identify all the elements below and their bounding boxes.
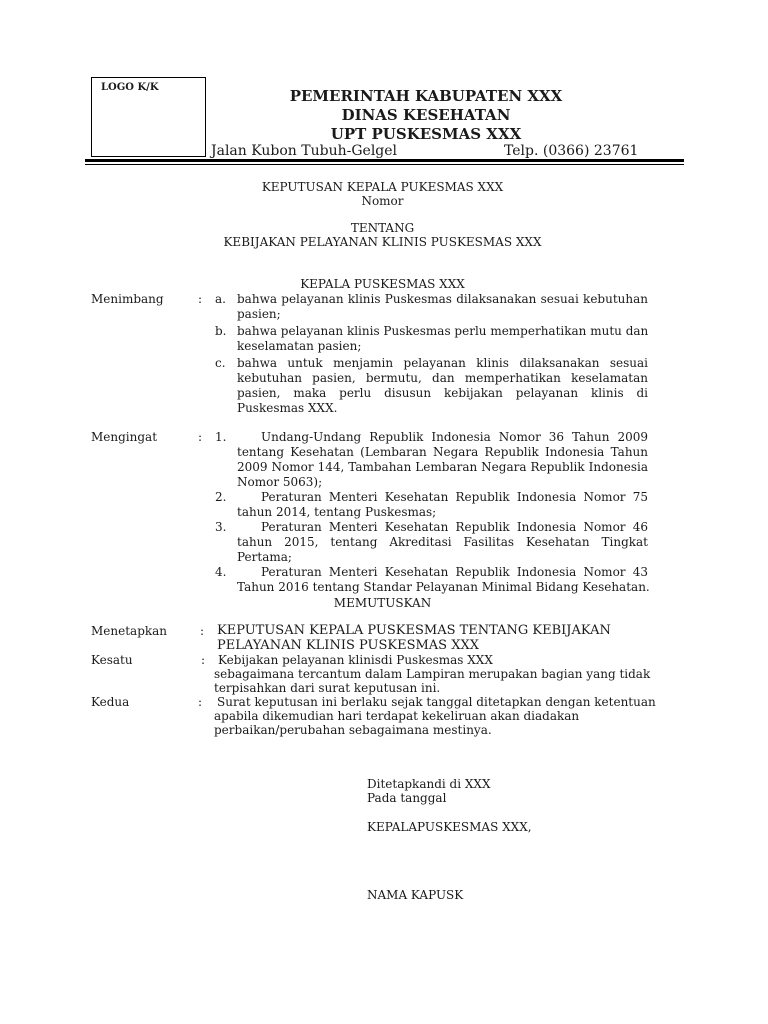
signature-name: NAMA KAPUSK (367, 888, 464, 902)
header-agency: DINAS KESEHATAN (341, 106, 511, 124)
mengingat-item-line: Undang-Undang Republik Indonesia Nomor 36 Tahun 2009 (261, 430, 648, 444)
menimbang-item-line: pasien, maka perlu disusun kebijakan pelayanan klinis di (237, 386, 648, 400)
menimbang-item (237, 292, 648, 322)
menimbang-item-line: kebutuhan pasien, bermutu, dan memperhatikan keselamatan (237, 371, 648, 385)
kesatu-colon: : (201, 653, 206, 667)
decree-issuer: KEPALA PUSKESMAS XXX (300, 277, 465, 291)
header-government: PEMERINTAH KABUPATEN XXX (289, 87, 563, 105)
decree-title: KEPUTUSAN KEPALA PUKESMAS XXX (261, 180, 504, 194)
menimbang-item-marker: a. (215, 292, 226, 306)
header-rule-thick (85, 159, 684, 162)
menimbang-item-marker: b. (215, 324, 227, 338)
menetapkan-label: Menetapkan (91, 624, 168, 638)
menimbang-colon: : (198, 292, 203, 306)
kesatu-line-2: sebagaimana tercantum dalam Lampiran merupakan bagian yang tidak (214, 667, 651, 681)
mengingat-item-marker: 1. (215, 430, 227, 444)
signature-place: Ditetapkandi di XXX (367, 777, 491, 791)
menimbang-item-line: keselamatan pasien; (237, 339, 362, 353)
mengingat-item-line: 2009 Nomor 144, Tambahan Lembaran Negara Republik Indonesia (237, 460, 648, 474)
mengingat-item-line: Tahun 2016 tentang Standar Pelayanan Minimal Bidang Kesehatan. (237, 580, 650, 594)
menimbang-item-line: pasien; (237, 307, 281, 321)
mengingat-item-line: Peraturan Menteri Kesehatan Republik Indonesia Nomor 46 (261, 520, 648, 534)
signature-title: KEPALAPUSKESMAS XXX, (367, 820, 532, 834)
menetapkan-colon: : (200, 624, 205, 638)
menimbang-item-line: bahwa pelayanan klinis Puskesmas perlu memperhatikan mutu dan (237, 324, 649, 338)
menimbang-item-line: bahwa pelayanan klinis Puskesmas dilaksanakan sesuai kebutuhan (237, 292, 648, 306)
mengingat-item-line: Nomor 5063); (237, 475, 323, 489)
header-address: Jalan Kubon Tubuh-Gelgel (211, 143, 398, 159)
mengingat-item-line: tentang Kesehatan (Lembaran Negara Republik Indonesia Tahun (237, 445, 648, 459)
mengingat-colon: : (198, 430, 203, 444)
decree-subject: KEBIJAKAN PELAYANAN KLINIS PUSKESMAS XXX (223, 235, 542, 249)
kedua-line-2: apabila dikemudian hari terdapat kekeliruan akan diadakan (214, 709, 580, 723)
header-unit: UPT PUSKESMAS XXX (330, 125, 522, 143)
signature-date: Pada tanggal (367, 791, 447, 805)
mengingat-item-marker: 4. (215, 565, 227, 579)
header-phone: Telp. (0366) 23761 (504, 143, 639, 159)
mengingat-item-marker: 3. (215, 520, 227, 534)
mengingat-item (237, 565, 648, 595)
decree-number: Nomor (361, 194, 404, 208)
decree-tentang: TENTANG (350, 221, 415, 235)
kedua-colon: : (198, 695, 203, 709)
mengingat-item (237, 430, 648, 490)
mengingat-item-line: Peraturan Menteri Kesehatan Republik Indonesia Nomor 75 (261, 490, 648, 504)
menimbang-item-line: Puskesmas XXX. (237, 401, 338, 415)
kesatu-line-1: Kebijakan pelayanan klinisdi Puskesmas XXX (218, 653, 493, 667)
logo-label: LOGO K/K (101, 82, 159, 93)
mengingat-item-line: Pertama; (237, 550, 292, 564)
logo-placeholder (91, 77, 206, 157)
menetapkan-line-2: PELAYANAN KLINIS PUSKESMAS XXX (217, 638, 479, 653)
header-rule-thin (85, 164, 684, 165)
menimbang-item (237, 324, 648, 354)
memutuskan-heading: MEMUTUSKAN (333, 596, 432, 610)
mengingat-label: Mengingat (91, 430, 158, 444)
menimbang-item-line: bahwa untuk menjamin pelayanan klinis dilaksanakan sesuai (237, 356, 648, 370)
mengingat-item (237, 520, 648, 565)
kesatu-label: Kesatu (91, 653, 133, 667)
mengingat-item-marker: 2. (215, 490, 227, 504)
menimbang-item-marker: c. (215, 356, 226, 370)
menimbang-item (237, 356, 648, 416)
mengingat-item (237, 490, 648, 520)
mengingat-item-line: tahun 2014, tentang Puskesmas; (237, 505, 437, 519)
mengingat-item-line: Peraturan Menteri Kesehatan Republik Indonesia Nomor 43 (261, 565, 648, 579)
mengingat-item-line: tahun 2015, tentang Akreditasi Fasilitas Kesehatan Tingkat (237, 535, 648, 549)
kedua-line-1: Surat keputusan ini berlaku sejak tanggal ditetapkan dengan ketentuan (217, 695, 656, 709)
menimbang-label: Menimbang (91, 292, 164, 306)
menetapkan-line-1: KEPUTUSAN KEPALA PUSKESMAS TENTANG KEBIJAKAN (217, 623, 611, 638)
kedua-line-3: perbaikan/perubahan sebagaimana mestinya. (214, 723, 492, 737)
kedua-label: Kedua (91, 695, 130, 709)
kesatu-line-3: terpisahkan dari surat keputusan ini. (214, 681, 441, 695)
